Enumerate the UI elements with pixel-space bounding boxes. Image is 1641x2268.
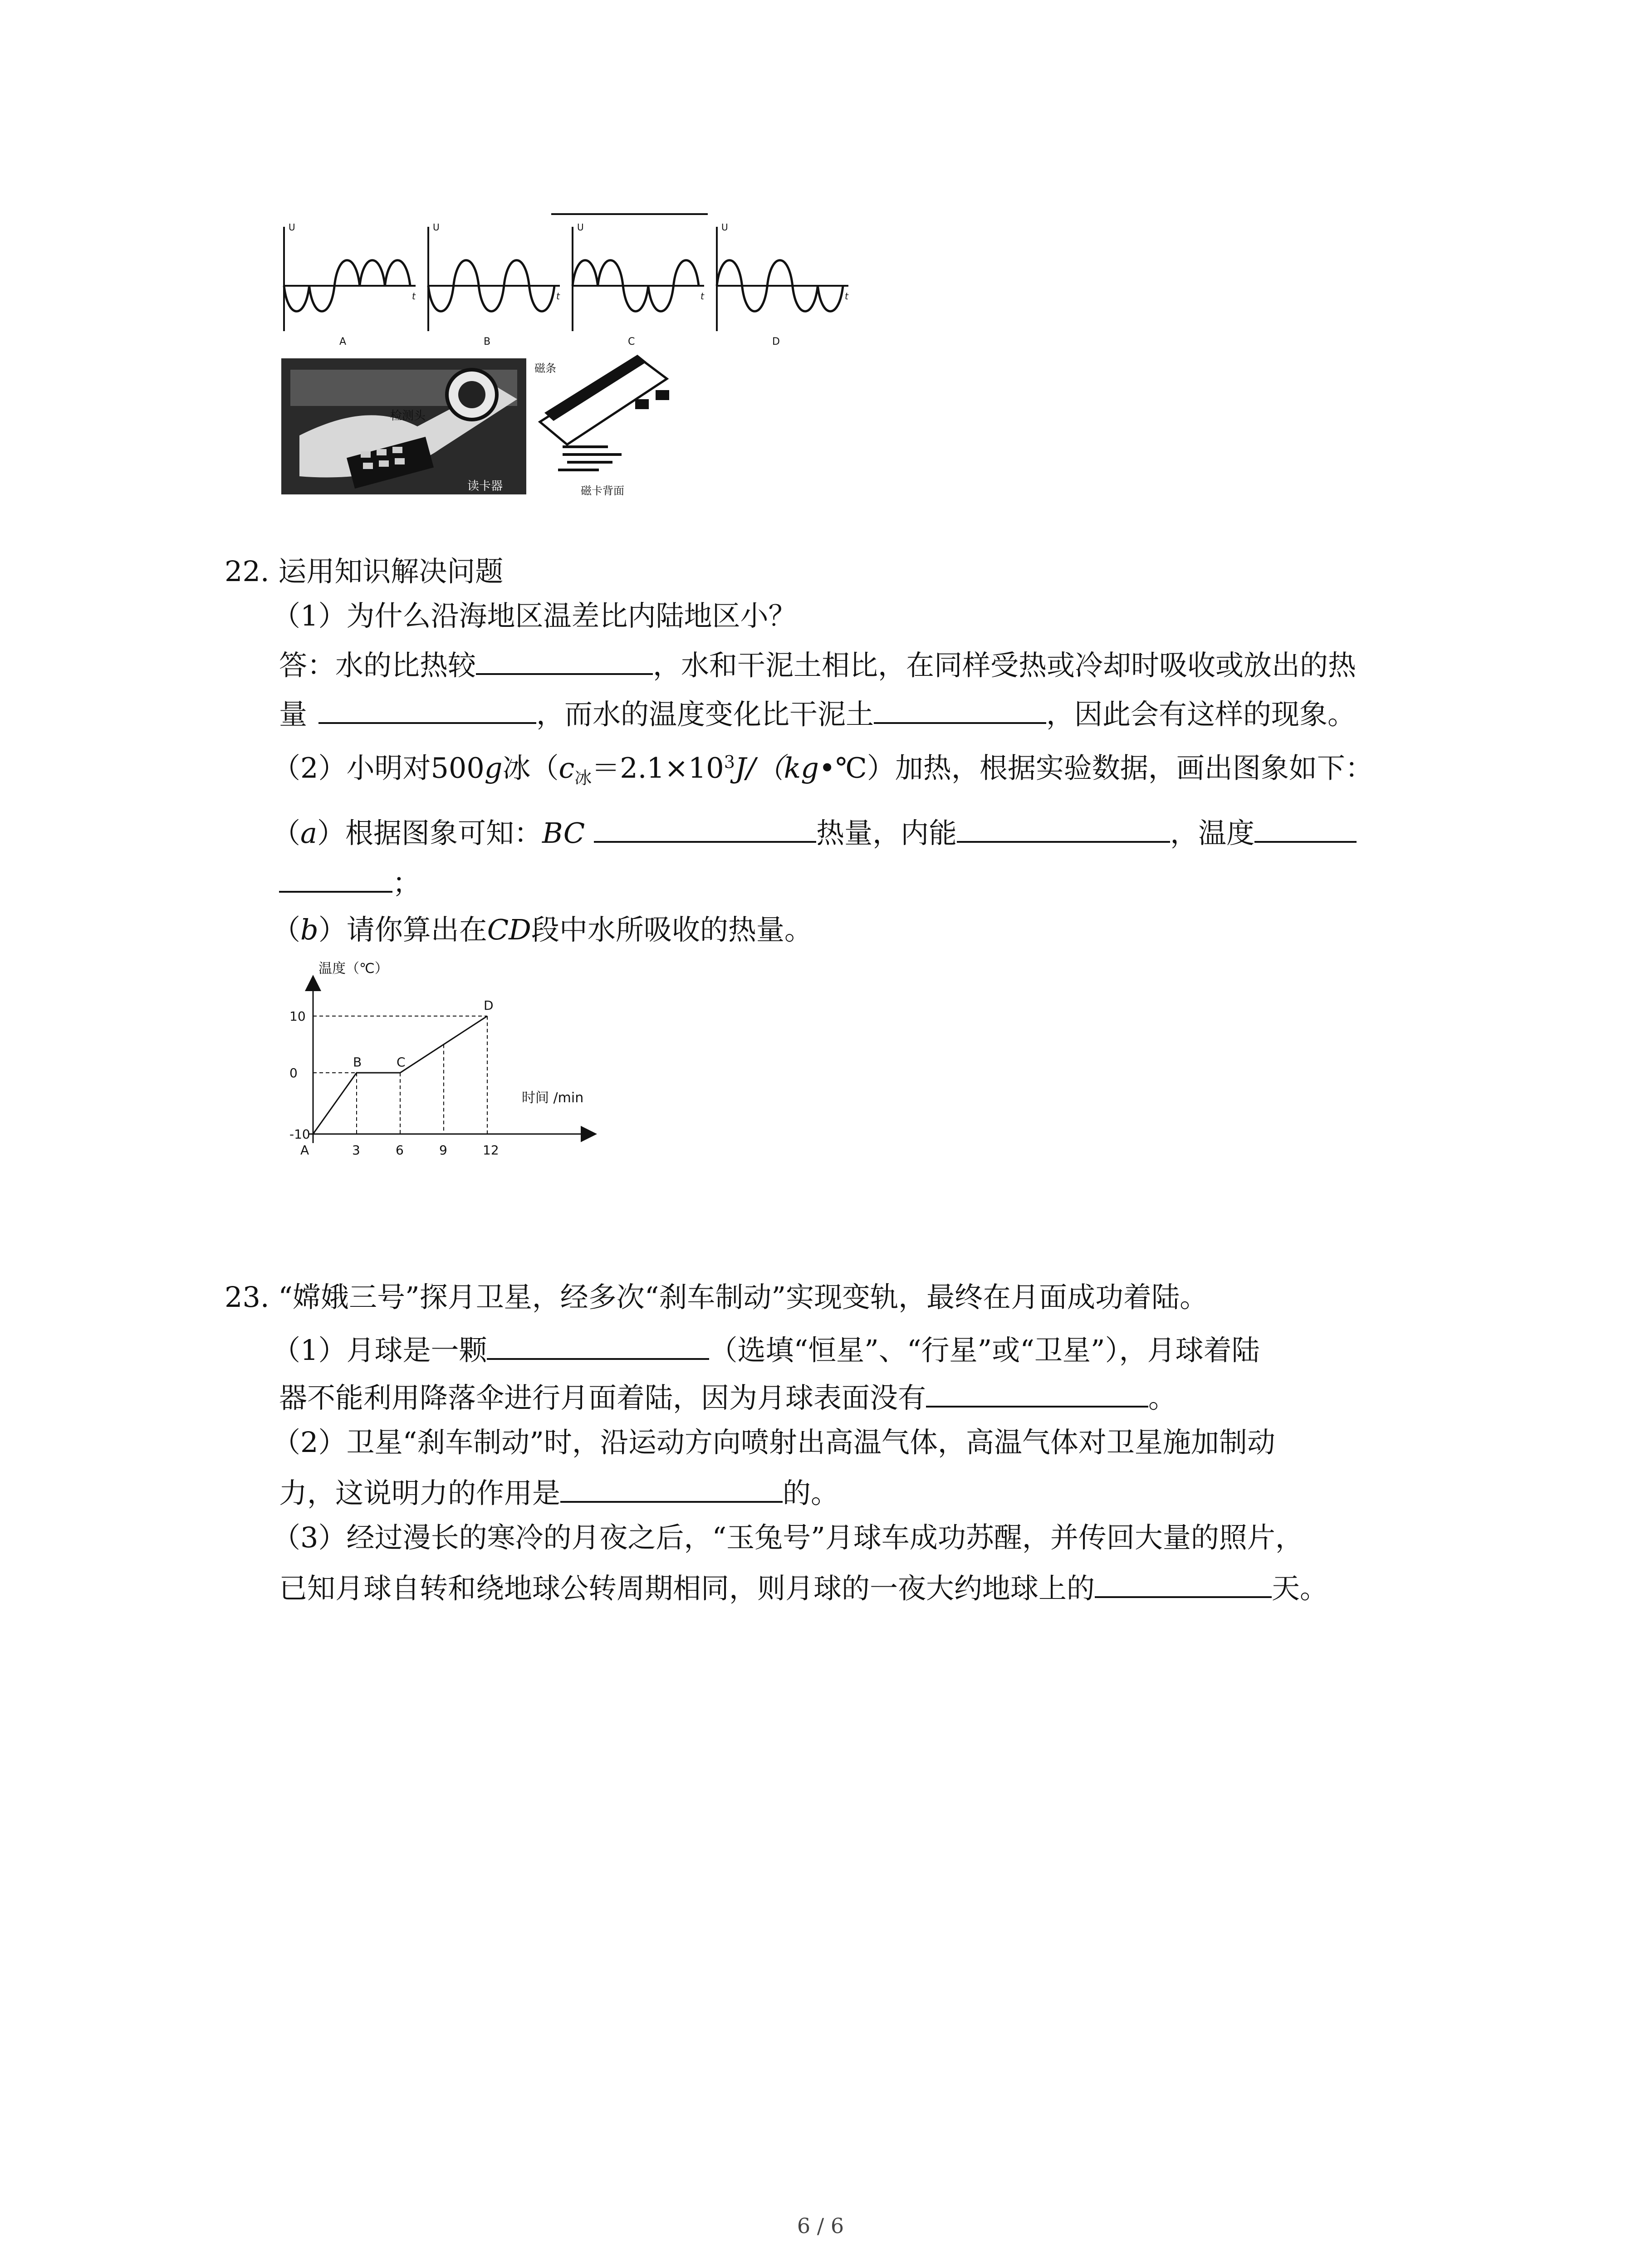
- chart-y-tick-label: 0: [289, 1066, 298, 1080]
- probe-label: 检测头: [390, 409, 426, 423]
- q22-part-a: （a）根据图象可知：BC 热量，内能 ，温度: [272, 812, 1357, 851]
- q22-answer-line1: 答：水的比热较 ，水和干泥土相比，在同样受热或冷却时吸收或放出的热: [279, 644, 1356, 684]
- q22-part2: （2）小明对500g冰（$c_冰=2.1\times 10^3J/(kg•℃)$加热，根据实验数据，画出图象如下：: [272, 751, 1373, 788]
- waveform-t-label: t: [556, 291, 560, 302]
- chart-point-label-a: A: [300, 1143, 309, 1158]
- chart-y-tick-label: -10: [289, 1127, 310, 1142]
- card-back-label: 磁卡背面: [581, 484, 624, 497]
- blank-bc-heat[interactable]: [594, 812, 816, 843]
- waveform-option-label: B: [484, 336, 491, 347]
- answer-blank-top: [551, 213, 708, 215]
- q22-part-a-cont: ；: [279, 862, 421, 901]
- blank-temperature-cont[interactable]: [279, 862, 392, 893]
- chart-ylabel: 温度（℃）: [318, 961, 388, 977]
- waveform-option-b: [428, 222, 560, 347]
- blank-moon-type[interactable]: [487, 1329, 709, 1360]
- temperature-time-chart: [281, 959, 617, 1158]
- chart-xlabel: 时间 /min: [522, 1090, 584, 1106]
- reader-label: 读卡器: [467, 479, 503, 493]
- waveform-u-label: U: [289, 222, 295, 233]
- q22-part1: （1）为什么沿海地区温差比内陆地区小？: [272, 599, 797, 632]
- chart-x-tick-label: 9: [439, 1143, 447, 1158]
- blank-internal-energy[interactable]: [957, 812, 1170, 843]
- waveform-t-label: t: [700, 291, 704, 302]
- q22-answer-line2: 量 ，而水的温度变化比干泥土 ，因此会有这样的现象。: [279, 693, 1356, 733]
- q22-part-b: （b）请你算出在CD段中水所吸收的热量。: [272, 913, 813, 946]
- q23-title: 23. “嫦娥三号”探月卫星，经多次“刹车制动”实现变轨，最终在月面成功着陆。: [225, 1281, 1208, 1314]
- waveform-option-label: C: [628, 336, 635, 347]
- blank-force-mutual[interactable]: [560, 1472, 783, 1503]
- blank-temperature[interactable]: [1254, 812, 1357, 843]
- chart-x-tick-label: 3: [352, 1143, 360, 1158]
- q23-part1-line2: 器不能利用降落伞进行月面着陆，因为月球表面没有 。: [279, 1377, 1176, 1416]
- blank-heat-amount[interactable]: [318, 693, 536, 724]
- q23-part2-line1: （2）卫星“刹车制动”时，沿运动方向喷射出高温气体，高温气体对卫星施加制动: [272, 1426, 1275, 1459]
- chart-x-tick-label: 6: [396, 1143, 404, 1158]
- waveform-option-a: [284, 222, 416, 347]
- blank-moon-surface[interactable]: [926, 1377, 1148, 1408]
- waveform-t-label: t: [845, 291, 848, 302]
- q22-title: 22. 运用知识解决问题: [225, 555, 504, 588]
- waveform-option-d: [717, 222, 849, 347]
- waveform-options-figure: [277, 218, 876, 354]
- waveform-u-label: U: [433, 222, 440, 233]
- waveform-u-label: U: [721, 222, 728, 233]
- waveform-option-label: D: [772, 336, 780, 347]
- chart-y-tick-label: 10: [289, 1009, 306, 1024]
- waveform-t-label: t: [412, 291, 416, 302]
- card-reader-photo: [281, 358, 526, 494]
- waveform-option-c: [573, 222, 705, 347]
- chart-point-label-b: B: [353, 1055, 362, 1070]
- blank-temperature-change[interactable]: [874, 693, 1046, 724]
- blank-moon-night-days[interactable]: [1095, 1567, 1272, 1598]
- card-back-figure: [531, 354, 681, 503]
- q23-part2-line2: 力，这说明力的作用是 的。: [279, 1472, 839, 1511]
- waveform-option-label: A: [339, 336, 347, 347]
- chart-point-label-c: C: [397, 1055, 406, 1070]
- q23-part3-line1: （3）经过漫长的寒冷的月夜之后，“玉兔号”月球车成功苏醒，并传回大量的照片，: [272, 1521, 1303, 1554]
- chart-point-label-d: D: [484, 998, 494, 1013]
- waveform-u-label: U: [577, 222, 584, 233]
- q23-part1-line1: （1）月球是一颗 （选填“恒星”、“行星”或“卫星”），月球着陆: [272, 1329, 1260, 1369]
- chart-x-tick-label: 12: [483, 1143, 499, 1158]
- strip-label: 磁条: [534, 362, 556, 375]
- blank-specific-heat[interactable]: [476, 644, 653, 675]
- page-number: 6 / 6: [797, 2214, 844, 2238]
- q23-part3-line2: 已知月球自转和绕地球公转周期相同，则月球的一夜大约地球上的 天。: [279, 1567, 1328, 1607]
